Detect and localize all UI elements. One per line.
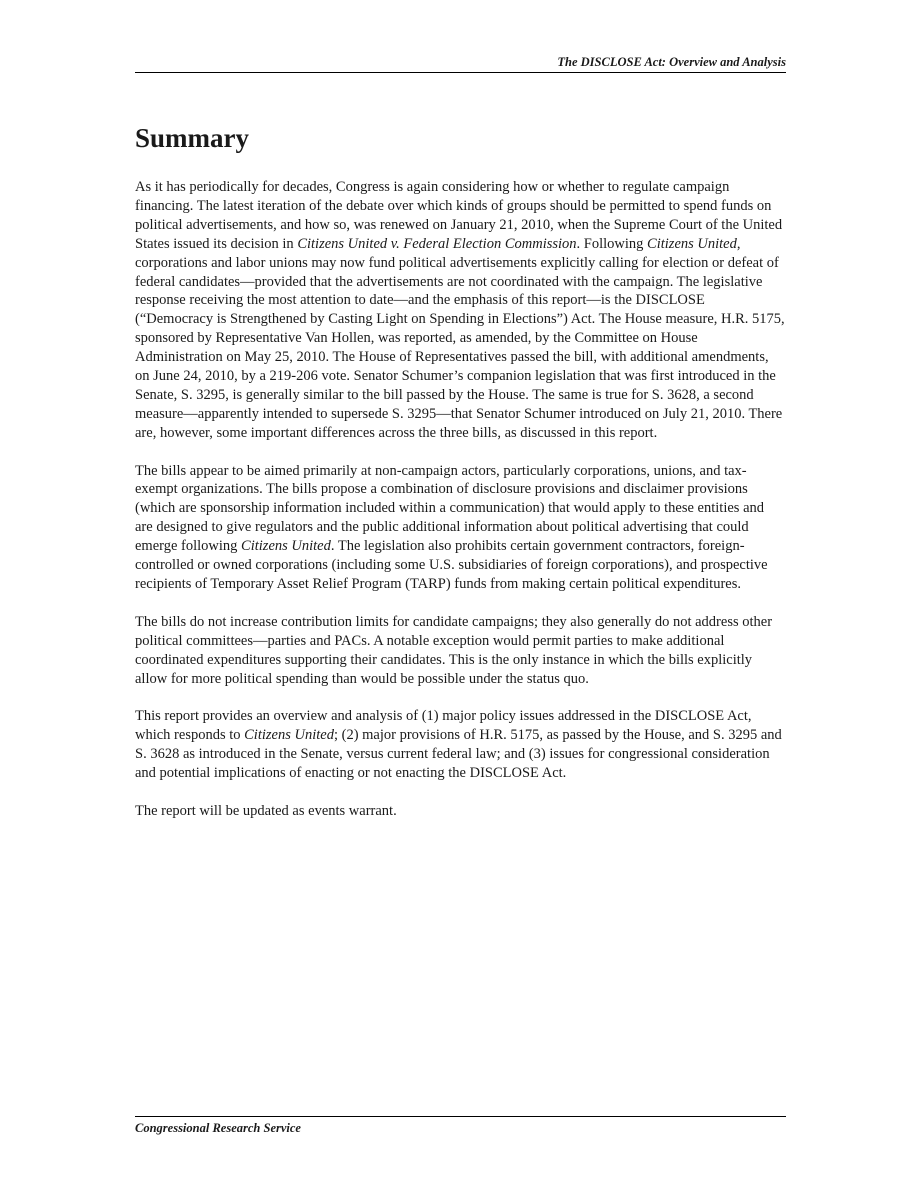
paragraph-2 [135, 462, 785, 594]
case-name: Citizens United [244, 727, 334, 744]
running-footer: Congressional Research Service [135, 1121, 301, 1135]
case-citation: Citizens United v. Federal Election Commission [297, 235, 577, 252]
case-name: Citizens United [241, 538, 331, 555]
paragraph-1-text-e: , corporations and labor unions may now fund political advertisements explicitly calling for election or defeat of federal candidates—provided that the advertisements are not coordinated with the campaign. The legislative response receiving the most attention to date—and the emphasis of this report—is the DISCLOSE (“Democracy is Strengthened by Casting Light on Spending in Elections”) Act. The House measure, H.R. 5175, sponsored by Representative Van Hollen, was reported, as amended, by the Committee on House Administration on May 25, 2010. The House of Representatives passed the bill, with additional amendments, on June 24, 2010, by a 219-206 vote. Senator Schumer’s companion legislation that was first introduced in the Senate, S. 3295, is generally similar to the bill passed by the House. The same is true for S. 3628, a second measure—apparently intended to supersede S. 3295—that Senator Schumer introduced on July 21, 2010. There are, however, some important differences across the three bills, as discussed in this report. [135, 235, 785, 441]
header-rule [135, 72, 786, 73]
paragraph-1-text-a: As it has periodically for decades, Congress is again considering how or whether to regulate campaign financing. The latest iteration of the debate over which kinds of groups should be permitted to spend funds on political advertisements, and how so, was renewed on January 21, 2010, when the Supreme Court of the United States issued its decision in [135, 179, 783, 252]
paragraph-2-text-a: The bills appear to be aimed primarily at non-campaign actors, particularly corporations, unions, and tax-exempt organizations. The bills propose a combination of disclosure provisions and disclaimer provisions (which are sponsorship information included within a communication) that would apply to these entities and are designed to give regulators and the public additional information about political advertising that could emerge following [135, 462, 765, 555]
summary-body [135, 178, 785, 840]
paragraph-4-text-c: ; (2) major provisions of H.R. 5175, as passed by the House, and S. 3295 and S. 3628 as introduced in the Senate, versus current federal law; and (3) issues for congressional consideration and potential implications of enacting or not enacting the DISCLOSE Act. [135, 727, 782, 782]
paragraph-1 [135, 178, 785, 443]
footer-rule [135, 1116, 786, 1117]
paragraph-5: The report will be updated as events warrant. [135, 802, 397, 819]
paragraph-1-text-c: . Following [576, 235, 648, 252]
section-heading: Summary [135, 123, 249, 153]
paragraph-3: The bills do not increase contribution limits for candidate campaigns; they also generally do not address other political committees—parties and PACs. A notable exception would permit parties to make additional coordinated expenditures supporting their candidates. This is the only instance in which the bills explicitly allow for more political spending than would be possible under the status quo. [135, 613, 773, 687]
paragraph-4-text-a: This report provides an overview and analysis of (1) major policy issues addressed in the DISCLOSE Act, which responds to [135, 708, 752, 744]
running-header: The DISCLOSE Act: Overview and Analysis [557, 55, 786, 69]
paragraph-4 [135, 707, 785, 783]
paragraph-2-text-c: . The legislation also prohibits certain government contractors, foreign-controlled or owned corporations (including some U.S. subsidiaries of foreign corporations), and prospective recipients of Temporary Asset Relief Program (TARP) funds from making certain political expenditures. [135, 538, 768, 593]
case-name: Citizens United [647, 235, 737, 252]
